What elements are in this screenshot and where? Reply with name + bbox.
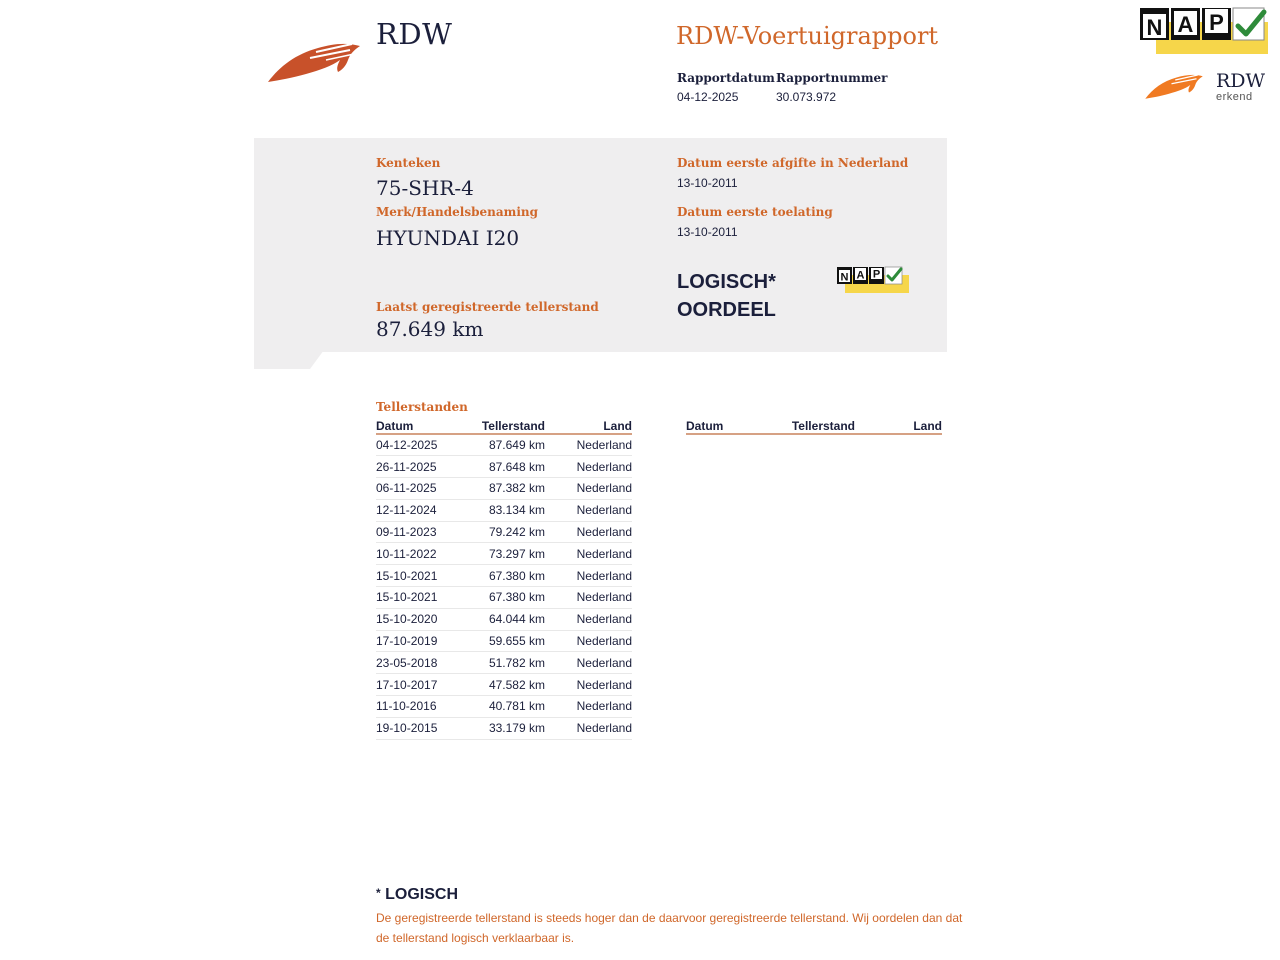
cell-tellerstand: 87.382 km (466, 478, 545, 500)
column-header-land: Land (545, 420, 632, 434)
cell-land: Nederland (545, 521, 632, 543)
table-row (376, 478, 632, 500)
table-row (376, 565, 632, 587)
cell-datum: 15-10-2021 (376, 587, 466, 609)
cell-tellerstand: 87.649 km (466, 434, 545, 456)
cell-tellerstand: 73.297 km (466, 543, 545, 565)
toelating-value: 13-10-2011 (677, 225, 738, 239)
table-row (376, 521, 632, 543)
rdw-erkend-feather-icon (1144, 70, 1204, 100)
rdw-logo-text: RDW (376, 17, 453, 51)
table-row (376, 696, 632, 718)
toelating-label: Datum eerste toelating (677, 205, 833, 219)
cell-datum: 19-10-2015 (376, 717, 466, 739)
cell-tellerstand: 33.179 km (466, 717, 545, 739)
odometer-table (376, 420, 632, 740)
verdict-line-2: OORDEEL (677, 299, 776, 321)
nap-logo-icon (1140, 6, 1268, 54)
cell-tellerstand: 67.380 km (466, 587, 545, 609)
afgifte-value: 13-10-2011 (677, 176, 738, 190)
merk-label: Merk/Handelsbenaming (376, 205, 539, 219)
cell-datum: 15-10-2021 (376, 565, 466, 587)
cell-land: Nederland (545, 587, 632, 609)
footnote-text: De geregistreerde tellerstand is steeds hoger dan de daarvoor geregistreerde tellerstand. Wij oordelen dan dat de tellerstand logisch verklaarbaar is. (376, 911, 963, 945)
column-header-datum: Datum (376, 420, 466, 434)
odometer-table-continued (686, 420, 942, 435)
cell-land: Nederland (545, 434, 632, 456)
cell-datum: 04-12-2025 (376, 434, 466, 456)
cell-land: Nederland (545, 456, 632, 478)
table-row (376, 499, 632, 521)
tellerstand-label: Laatst geregistreerde tellerstand (376, 300, 599, 314)
cell-land: Nederland (545, 543, 632, 565)
cell-tellerstand: 87.648 km (466, 456, 545, 478)
cell-land: Nederland (545, 565, 632, 587)
cell-land: Nederland (545, 499, 632, 521)
cell-tellerstand: 79.242 km (466, 521, 545, 543)
report-title: RDW-Voertuigrapport (676, 22, 939, 50)
footnote-title-text: LOGISCH (385, 886, 459, 903)
cell-land: Nederland (545, 674, 632, 696)
cell-tellerstand: 83.134 km (466, 499, 545, 521)
tellerstand-value: 87.649 km (376, 317, 484, 341)
svg-text:A: A (1177, 12, 1194, 37)
tellerstanden-title: Tellerstanden (376, 400, 468, 414)
rdw-erkend-title: RDW (1216, 70, 1266, 92)
table-row (376, 717, 632, 739)
rapportnummer-value: 30.073.972 (776, 90, 837, 104)
footnote-star: * (376, 886, 381, 900)
table-row (376, 456, 632, 478)
table-header-row (686, 420, 942, 434)
cell-land: Nederland (545, 652, 632, 674)
column-header-tellerstand: Tellerstand (776, 420, 855, 434)
svg-text:N: N (840, 271, 849, 284)
svg-text:P: P (872, 268, 881, 281)
cell-tellerstand: 59.655 km (466, 630, 545, 652)
column-header-tellerstand: Tellerstand (466, 420, 545, 434)
table-row (376, 630, 632, 652)
table-row (376, 434, 632, 456)
cell-datum: 23-05-2018 (376, 652, 466, 674)
cell-tellerstand: 67.380 km (466, 565, 545, 587)
cell-tellerstand: 51.782 km (466, 652, 545, 674)
cell-datum: 15-10-2020 (376, 608, 466, 630)
cell-land: Nederland (545, 630, 632, 652)
cell-datum: 11-10-2016 (376, 696, 466, 718)
svg-text:N: N (1146, 15, 1163, 40)
rdw-erkend-subtitle: erkend (1216, 91, 1253, 103)
afgifte-label: Datum eerste afgifte in Nederland (677, 156, 909, 170)
table-row (376, 652, 632, 674)
rdw-feather-logo-icon (266, 36, 362, 84)
nap-small-logo-icon (837, 265, 909, 293)
cell-datum: 17-10-2017 (376, 674, 466, 696)
column-header-datum: Datum (686, 420, 776, 434)
rapportdatum-block (677, 71, 775, 104)
table-row (376, 587, 632, 609)
rapportdatum-value: 04-12-2025 (677, 90, 739, 104)
footnote-title (376, 886, 458, 904)
cell-tellerstand: 47.582 km (466, 674, 545, 696)
cell-datum: 26-11-2025 (376, 456, 466, 478)
cell-datum: 09-11-2023 (376, 521, 466, 543)
cell-land: Nederland (545, 608, 632, 630)
card-tab-decoration (254, 350, 324, 369)
column-header-land: Land (855, 420, 942, 434)
cell-tellerstand: 64.044 km (466, 608, 545, 630)
cell-datum: 10-11-2022 (376, 543, 466, 565)
cell-datum: 06-11-2025 (376, 478, 466, 500)
cell-datum: 12-11-2024 (376, 499, 466, 521)
kenteken-label: Kenteken (376, 156, 441, 170)
merk-value: HYUNDAI I20 (376, 226, 520, 250)
rapportnummer-block (776, 71, 887, 104)
table-row (376, 608, 632, 630)
svg-text:A: A (856, 269, 865, 282)
cell-land: Nederland (545, 717, 632, 739)
cell-tellerstand: 40.781 km (466, 696, 545, 718)
svg-text:P: P (1209, 10, 1224, 35)
cell-datum: 17-10-2019 (376, 630, 466, 652)
table-header-row (376, 420, 632, 434)
rapportdatum-label: Rapportdatum (677, 71, 775, 85)
cell-land: Nederland (545, 696, 632, 718)
verdict-line-1: LOGISCH* (677, 271, 776, 293)
table-row (376, 674, 632, 696)
rapportnummer-label: Rapportnummer (776, 71, 888, 85)
cell-land: Nederland (545, 478, 632, 500)
verdict-block (677, 268, 776, 324)
table-row (376, 543, 632, 565)
kenteken-value: 75-SHR-4 (376, 176, 474, 200)
vehicle-summary-card (254, 138, 947, 352)
